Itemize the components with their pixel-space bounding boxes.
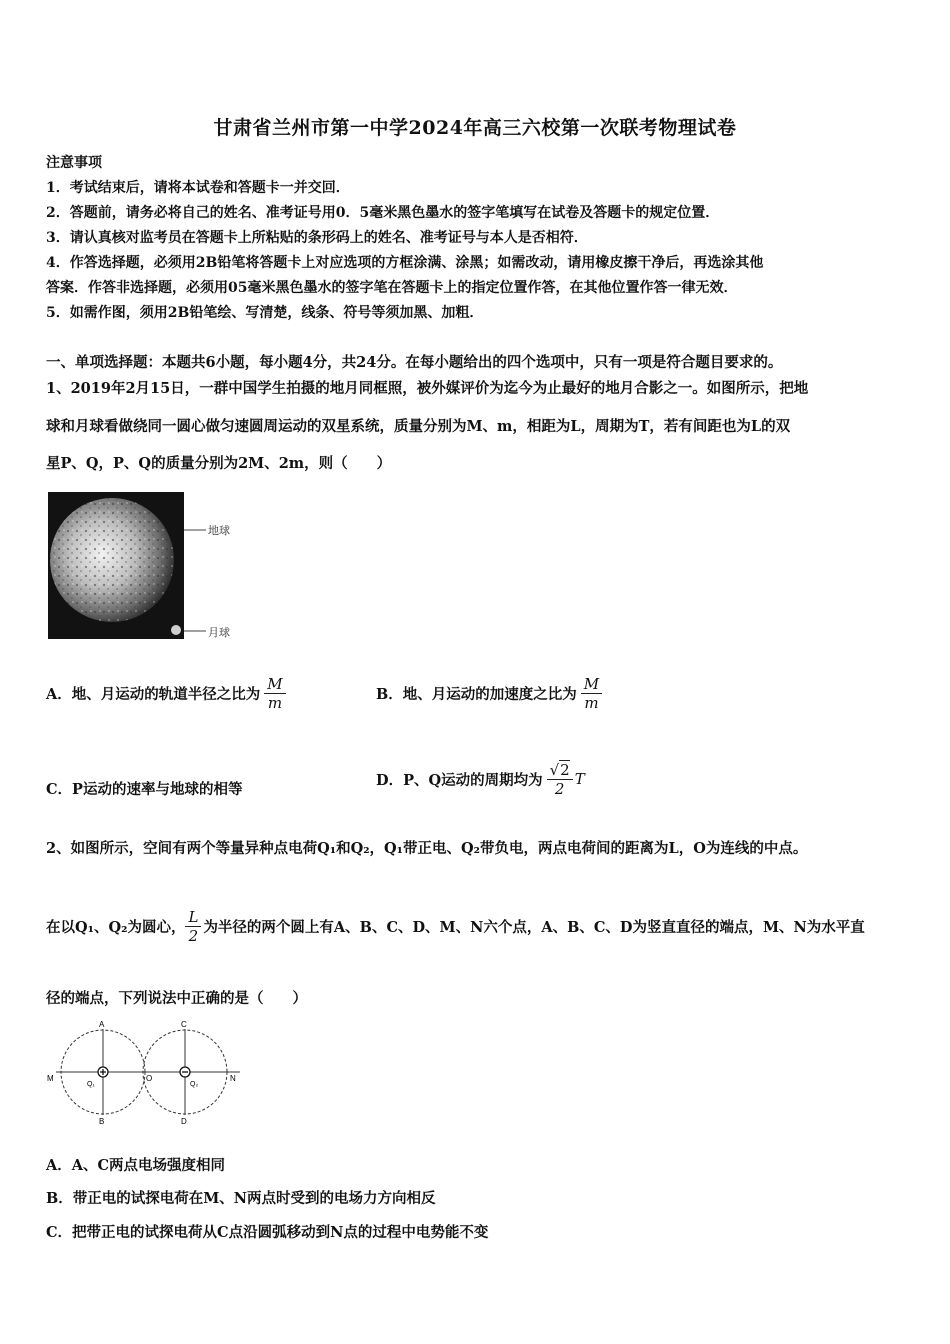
q1-option-d-text: D．P、Q运动的周期均为: [376, 771, 543, 789]
label-a: A: [99, 1020, 105, 1029]
fraction-numerator: √2: [549, 760, 570, 779]
notice-item-2: 2．答题前，请务必将自己的姓名、准考证号用0．5毫米黑色墨水的签字笔填写在试卷及答题卡的规定位置．: [46, 205, 720, 221]
fraction-numerator: M: [267, 674, 283, 693]
notice-item-1: 1．考试结束后，请将本试卷和答题卡一并交回．: [46, 180, 350, 196]
fraction-denominator: m: [581, 693, 602, 712]
q2-radius-fraction: [185, 908, 201, 945]
q1-line-2: 球和月球看做绕同一圆心做匀速圆周运动的双星系统，质量分别为M、m，相距为L，周期为T，若有间距也为L的双: [46, 418, 791, 435]
q1-option-a-text: A．地、月运动的轨道半径之比为: [46, 685, 261, 703]
q1-option-a[interactable]: [46, 668, 286, 718]
q1-option-b[interactable]: [376, 668, 602, 718]
label-c: C: [181, 1020, 187, 1029]
charges-diagram: [44, 1016, 244, 1128]
q2-line-1: 2、如图所示，空间有两个等量异种点电荷Q₁和Q₂，Q₁带正电、Q₂带负电，两点电荷间的距离为L，O为连线的中点。: [46, 840, 808, 857]
label-q1: Q₁: [87, 1081, 95, 1088]
sqrt-radicand: 2: [560, 760, 570, 779]
fraction-denominator: 2: [185, 926, 201, 945]
label-d: D: [181, 1117, 187, 1126]
q2-option-c[interactable]: C．把带正电的试探电荷从C点沿圆弧移动到N点的过程中电势能不变: [46, 1224, 489, 1241]
photo-callout-lines: [184, 520, 208, 640]
earth-label: 地球: [208, 524, 230, 537]
label-m: M: [47, 1074, 54, 1083]
period-symbol: T: [574, 770, 585, 788]
q2-line-2-post: 为半径的两个圆上有A、B、C、D、M、N六个点，A、B、C、D为竖直直径的端点，M、N为水平直: [203, 918, 865, 936]
earth-moon-photo: [48, 492, 184, 639]
section-heading: 一、单项选择题：本题共6小题，每小题4分，共24分。在每小题给出的四个选项中，只有一项是符合题目要求的。: [46, 354, 783, 371]
label-o: O: [146, 1074, 153, 1083]
q1-option-c[interactable]: C．P运动的速率与地球的相等: [46, 781, 243, 798]
notice-item-4: 4．作答选择题，必须用2B铅笔将答题卡上对应选项的方框涂满、涂黑；如需改动，请用橡皮擦干净后，再选涂其他: [46, 255, 764, 271]
moon-label: 月球: [208, 626, 230, 639]
notice-heading: 注意事项: [46, 155, 102, 171]
fraction-denominator: m: [264, 693, 285, 712]
notice-item-3: 3．请认真核对监考员在答题卡上所粘贴的条形码上的姓名、准考证号与本人是否相符．: [46, 230, 588, 246]
q1-line-3: 星P、Q，P、Q的质量分别为2M、2m，则（ ）: [46, 455, 392, 472]
q2-option-b[interactable]: B．带正电的试探电荷在M、N两点时受到的电场力方向相反: [46, 1190, 436, 1207]
q1-option-a-fraction: [264, 675, 285, 712]
q1-option-d-fraction: [547, 761, 573, 798]
notice-item-5: 5．如需作图，须用2B铅笔绘、写清楚，线条、符号等须加黑、加粗．: [46, 305, 484, 321]
label-b: B: [99, 1117, 105, 1126]
notice-item-4-cont: 答案．作答非选择题，必须用05毫米黑色墨水的签字笔在答题卡上的指定位置作答，在其他位置作答一律无效．: [46, 280, 738, 296]
q2-line-3: 径的端点，下列说法中正确的是（ ）: [46, 990, 307, 1007]
q2-line-2: [46, 900, 865, 952]
label-q2: Q₂: [190, 1081, 199, 1088]
fraction-denominator: 2: [547, 779, 573, 798]
q2-option-a[interactable]: A．A、C两点电场强度相同: [46, 1157, 226, 1174]
q1-option-b-text: B．地、月运动的加速度之比为: [376, 685, 577, 703]
q1-option-d[interactable]: [376, 753, 585, 805]
page-title: 甘肃省兰州市第一中学2024年高三六校第一次联考物理试卷: [213, 117, 737, 139]
q1-option-b-fraction: [581, 675, 602, 712]
fraction-numerator: M: [583, 674, 600, 693]
q2-line-2-pre: 在以Q₁、Q₂为圆心，: [46, 918, 186, 936]
label-n: N: [230, 1074, 236, 1083]
q1-line-1: 1、2019年2月15日，一群中国学生拍摄的地月同框照，被外媒评价为迄今为止最好的地月合影之一。如图所示，把地: [46, 380, 809, 397]
fraction-numerator: L: [188, 907, 199, 926]
